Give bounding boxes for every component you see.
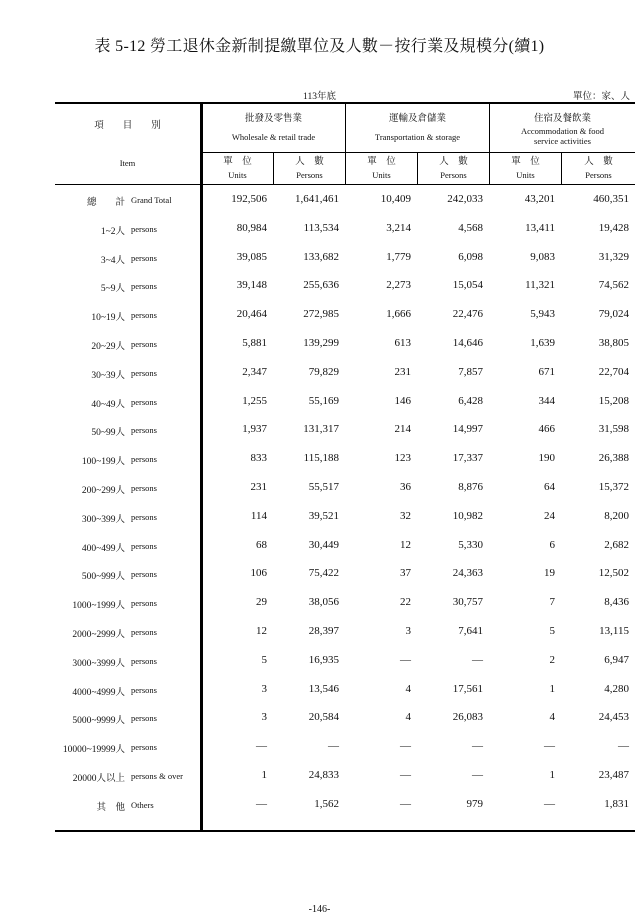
table-cell: 55,169 [308, 394, 339, 407]
table-cell: 12,502 [598, 567, 629, 580]
table-cell: 192,506 [231, 193, 267, 205]
table-cell: 6,428 [458, 394, 483, 407]
table-cell: — [544, 740, 555, 753]
table-cell: 10,982 [452, 509, 483, 522]
table-cell: 39,521 [308, 509, 339, 522]
row-label-en: persons [131, 367, 157, 378]
row-label-en: persons [131, 483, 157, 493]
table-cell: 1,639 [530, 337, 555, 349]
persons-header: 人 數 [439, 157, 468, 167]
table-cell: 242,033 [447, 193, 483, 205]
persons-header: 人 數 [295, 157, 324, 167]
table-cell: 231 [394, 365, 411, 378]
table-cell: 23,487 [598, 769, 629, 781]
persons-header: 人 數 [584, 157, 613, 167]
table-cell: 272,985 [303, 308, 339, 321]
row-label-en: persons [131, 598, 157, 609]
row-label: 20000人以上 [72, 774, 125, 784]
row-label: 3000~3999人 [72, 658, 125, 669]
row-label-en: persons [131, 627, 157, 637]
table-cell: 114 [250, 509, 267, 522]
table-cell: 38,056 [308, 596, 339, 609]
table-cell: 2,347 [242, 365, 267, 378]
row-label-en: persons [131, 540, 157, 551]
table-cell: 15,208 [598, 394, 629, 407]
page-title: 表 5-12 勞工退休金新制提繳單位及人數－按行業及規模分(續1) [94, 38, 545, 55]
table-cell: 68 [256, 538, 267, 551]
table-cell: 7 [549, 596, 555, 609]
table-cell: 39,148 [236, 279, 267, 292]
row-label-en: persons [131, 281, 157, 292]
units-header: 單 位 [223, 157, 252, 167]
table-cell: 6,947 [604, 653, 629, 666]
table-cell: 3 [405, 625, 411, 637]
persons-header-en: Persons [440, 170, 467, 180]
table-cell: 671 [538, 365, 555, 378]
table-cell: 113,534 [303, 221, 339, 234]
row-label: 2000~2999人 [72, 630, 125, 640]
table-cell: 6 [549, 538, 555, 551]
units-header: 單 位 [511, 157, 540, 167]
table-cell: — [256, 740, 267, 753]
industry-header-transport-en: Transportation & storage [374, 132, 461, 142]
row-label-en: persons [131, 223, 157, 234]
table-cell: — [328, 740, 339, 753]
table-cell: 75,422 [308, 567, 339, 580]
row-label: 50~99人 [91, 428, 125, 439]
row-label: 其 他 [96, 802, 125, 813]
row-label: 10000~19999人 [62, 745, 125, 756]
table-cell: 344 [538, 394, 555, 407]
row-label: 40~49人 [91, 399, 125, 410]
table-cell: 139,299 [303, 337, 339, 349]
row-label: 100~199人 [81, 457, 125, 468]
table-cell: 4,568 [458, 221, 483, 234]
industry-header-wholesale-en: Wholesale & retail trade [231, 132, 316, 142]
table-cell: 1,255 [242, 394, 267, 407]
row-label: 5~9人 [100, 284, 125, 295]
row-label: 200~299人 [81, 486, 125, 496]
table-cell: 28,397 [308, 625, 339, 637]
table-cell: 8,876 [458, 481, 483, 493]
table-cell: 4 [549, 711, 555, 724]
table-cell: — [618, 740, 629, 753]
table-cell: 833 [250, 452, 267, 465]
table-cell: 15,054 [452, 279, 483, 292]
table-cell: 1 [549, 769, 555, 781]
table-cell: 38,805 [598, 337, 629, 349]
table-cell: 5,881 [242, 337, 267, 349]
table-cell: 36 [400, 481, 411, 493]
table-cell: 13,546 [308, 682, 339, 695]
units-header-en: Units [516, 170, 535, 180]
row-label: 500~999人 [81, 572, 125, 583]
table-cell: 31,329 [598, 250, 629, 263]
table-cell: 2,682 [604, 538, 629, 551]
table-cell: 2 [549, 653, 555, 666]
table-cell: 460,351 [593, 193, 629, 205]
table-cell: 80,984 [236, 221, 267, 234]
year-label: 113年底 [303, 92, 336, 102]
table-cell: 115,188 [303, 452, 339, 465]
table-cell: 2,273 [386, 279, 411, 292]
table-cell: 8,200 [604, 509, 629, 522]
row-label-en: persons [131, 252, 157, 263]
item-header: 項 目 別 [94, 121, 161, 131]
table-cell: 11,321 [525, 279, 555, 292]
persons-header-en: Persons [296, 170, 323, 180]
row-label: 4000~4999人 [72, 687, 125, 698]
row-label-en: persons [131, 339, 157, 349]
table-cell: 10,409 [380, 193, 411, 205]
row-label-en: persons [131, 655, 157, 666]
table-cell: 12 [256, 625, 267, 637]
table-cell: — [256, 797, 267, 810]
table-cell: 39,085 [236, 250, 267, 263]
table-cell: 1,666 [386, 308, 411, 321]
row-label-en: persons [131, 742, 157, 753]
table-cell: 1,937 [242, 423, 267, 436]
row-label-en: persons [131, 713, 157, 724]
table-cell: 19,428 [598, 221, 629, 234]
table-cell: 1 [549, 682, 555, 695]
table-cell: 190 [538, 452, 555, 465]
table-cell: 4,280 [604, 682, 629, 695]
table-cell: 29 [256, 596, 267, 609]
table-cell: 5 [549, 625, 555, 637]
table-cell: 255,636 [303, 279, 339, 292]
table-cell: 3,214 [386, 221, 411, 234]
row-label-en: Grand Total [131, 195, 172, 205]
table-cell: 133,682 [303, 250, 339, 263]
row-label: 300~399人 [81, 514, 125, 525]
row-label: 30~39人 [91, 370, 125, 381]
item-header-en: Item [119, 158, 136, 168]
table-cell: 19 [544, 567, 555, 580]
table-cell: 1,641,461 [295, 193, 339, 205]
table-cell: 22,476 [452, 308, 483, 321]
table-cell: — [472, 653, 483, 666]
table-cell: — [472, 769, 483, 781]
table-cell: — [400, 769, 411, 781]
table-cell: 7,857 [458, 365, 483, 378]
table-cell: 4 [405, 711, 411, 724]
table-cell: 123 [394, 452, 411, 465]
table-cell: 131,317 [303, 423, 339, 436]
table-cell: 8,436 [604, 596, 629, 609]
row-label-en: persons [131, 684, 157, 695]
row-label: 5000~9999人 [72, 716, 125, 727]
units-header-en: Units [372, 170, 391, 180]
table-cell: — [400, 653, 411, 666]
table-cell: 14,646 [452, 337, 483, 349]
row-label-en: persons [131, 396, 157, 407]
table-cell: 37 [400, 567, 411, 580]
table-cell: 1,831 [604, 797, 629, 810]
table-cell: 5,943 [530, 308, 555, 321]
table-cell: 17,561 [452, 682, 483, 695]
table-cell: 1 [261, 769, 267, 781]
table-cell: 24,363 [452, 567, 483, 580]
table-cell: 6,098 [458, 250, 483, 263]
row-label: 總 計 [86, 198, 125, 208]
row-label-en: persons & over [131, 771, 183, 781]
table-cell: — [472, 740, 483, 753]
table-cell: 13,411 [525, 221, 555, 234]
table-cell: 979 [466, 797, 483, 810]
table-cell: 1,562 [314, 797, 339, 810]
row-label-en: persons [131, 425, 157, 436]
table-cell: 26,388 [598, 452, 629, 465]
table-cell: 20,584 [308, 711, 339, 724]
table-cell: 3 [261, 711, 267, 724]
table-cell: 30,449 [308, 538, 339, 551]
header-bottom-rule [55, 184, 635, 185]
table-cell: 7,641 [458, 625, 483, 637]
industry-header-wholesale: 批發及零售業 [244, 114, 302, 124]
page-number: -146- [308, 904, 331, 915]
industry-header-accommodation: 住宿及餐飲業 [533, 114, 591, 124]
industry-header-transport: 運輸及倉儲業 [388, 114, 446, 124]
table-cell: 64 [544, 481, 555, 493]
table-cell: 214 [394, 423, 411, 436]
table-cell: 79,829 [308, 365, 339, 378]
table-cell: 20,464 [236, 308, 267, 321]
industry-header-rule [202, 152, 635, 153]
row-label: 400~499人 [81, 543, 125, 554]
table-cell: 55,517 [308, 481, 339, 493]
row-label-en: Others [131, 799, 154, 810]
table-cell: — [400, 740, 411, 753]
row-label: 1~2人 [100, 226, 125, 237]
table-cell: 24,833 [308, 769, 339, 781]
table-cell: 3 [261, 682, 267, 695]
row-label-en: persons [131, 569, 157, 580]
persons-header-en: Persons [585, 170, 612, 180]
table-cell: 16,935 [308, 653, 339, 666]
table-cell: 15,372 [598, 481, 629, 493]
units-header: 單 位 [367, 157, 396, 167]
row-label: 1000~1999人 [72, 601, 125, 612]
table-cell: 5 [261, 653, 267, 666]
table-cell: 74,562 [598, 279, 629, 292]
table-cell: 31,598 [598, 423, 629, 436]
table-cell: 1,779 [386, 250, 411, 263]
table-cell: 12 [400, 538, 411, 551]
table-cell: 13,115 [599, 625, 629, 637]
table-cell: 30,757 [452, 596, 483, 609]
table-cell: 17,337 [452, 452, 483, 465]
table-cell: 22,704 [598, 365, 629, 378]
row-label-en: persons [131, 511, 157, 522]
data-table [55, 102, 635, 832]
table-cell: 26,083 [452, 711, 483, 724]
industry-header-accommodation-en: Accommodation & food service activities [520, 126, 605, 146]
table-cell: 32 [400, 509, 411, 522]
table-cell: 5,330 [458, 538, 483, 551]
table-cell: 24,453 [598, 711, 629, 724]
table-cell: — [400, 797, 411, 810]
unit-label: 單位：家、人 [572, 92, 630, 102]
table-cell: 9,083 [530, 250, 555, 263]
row-label-en: persons [131, 454, 157, 465]
row-label: 20~29人 [91, 342, 125, 352]
table-cell: 4 [405, 682, 411, 695]
table-cell: 231 [250, 481, 267, 493]
table-cell: — [544, 797, 555, 810]
row-label: 3~4人 [100, 255, 125, 266]
table-cell: 79,024 [598, 308, 629, 321]
table-cell: 146 [394, 394, 411, 407]
row-label: 10~19人 [91, 313, 125, 324]
table-cell: 43,201 [524, 193, 555, 205]
row-label-en: persons [131, 310, 157, 321]
table-cell: 14,997 [452, 423, 483, 436]
table-cell: 613 [394, 337, 411, 349]
table-cell: 466 [538, 423, 555, 436]
table-cell: 22 [400, 596, 411, 609]
table-cell: 106 [250, 567, 267, 580]
units-header-en: Units [228, 170, 247, 180]
table-cell: 24 [544, 509, 555, 522]
